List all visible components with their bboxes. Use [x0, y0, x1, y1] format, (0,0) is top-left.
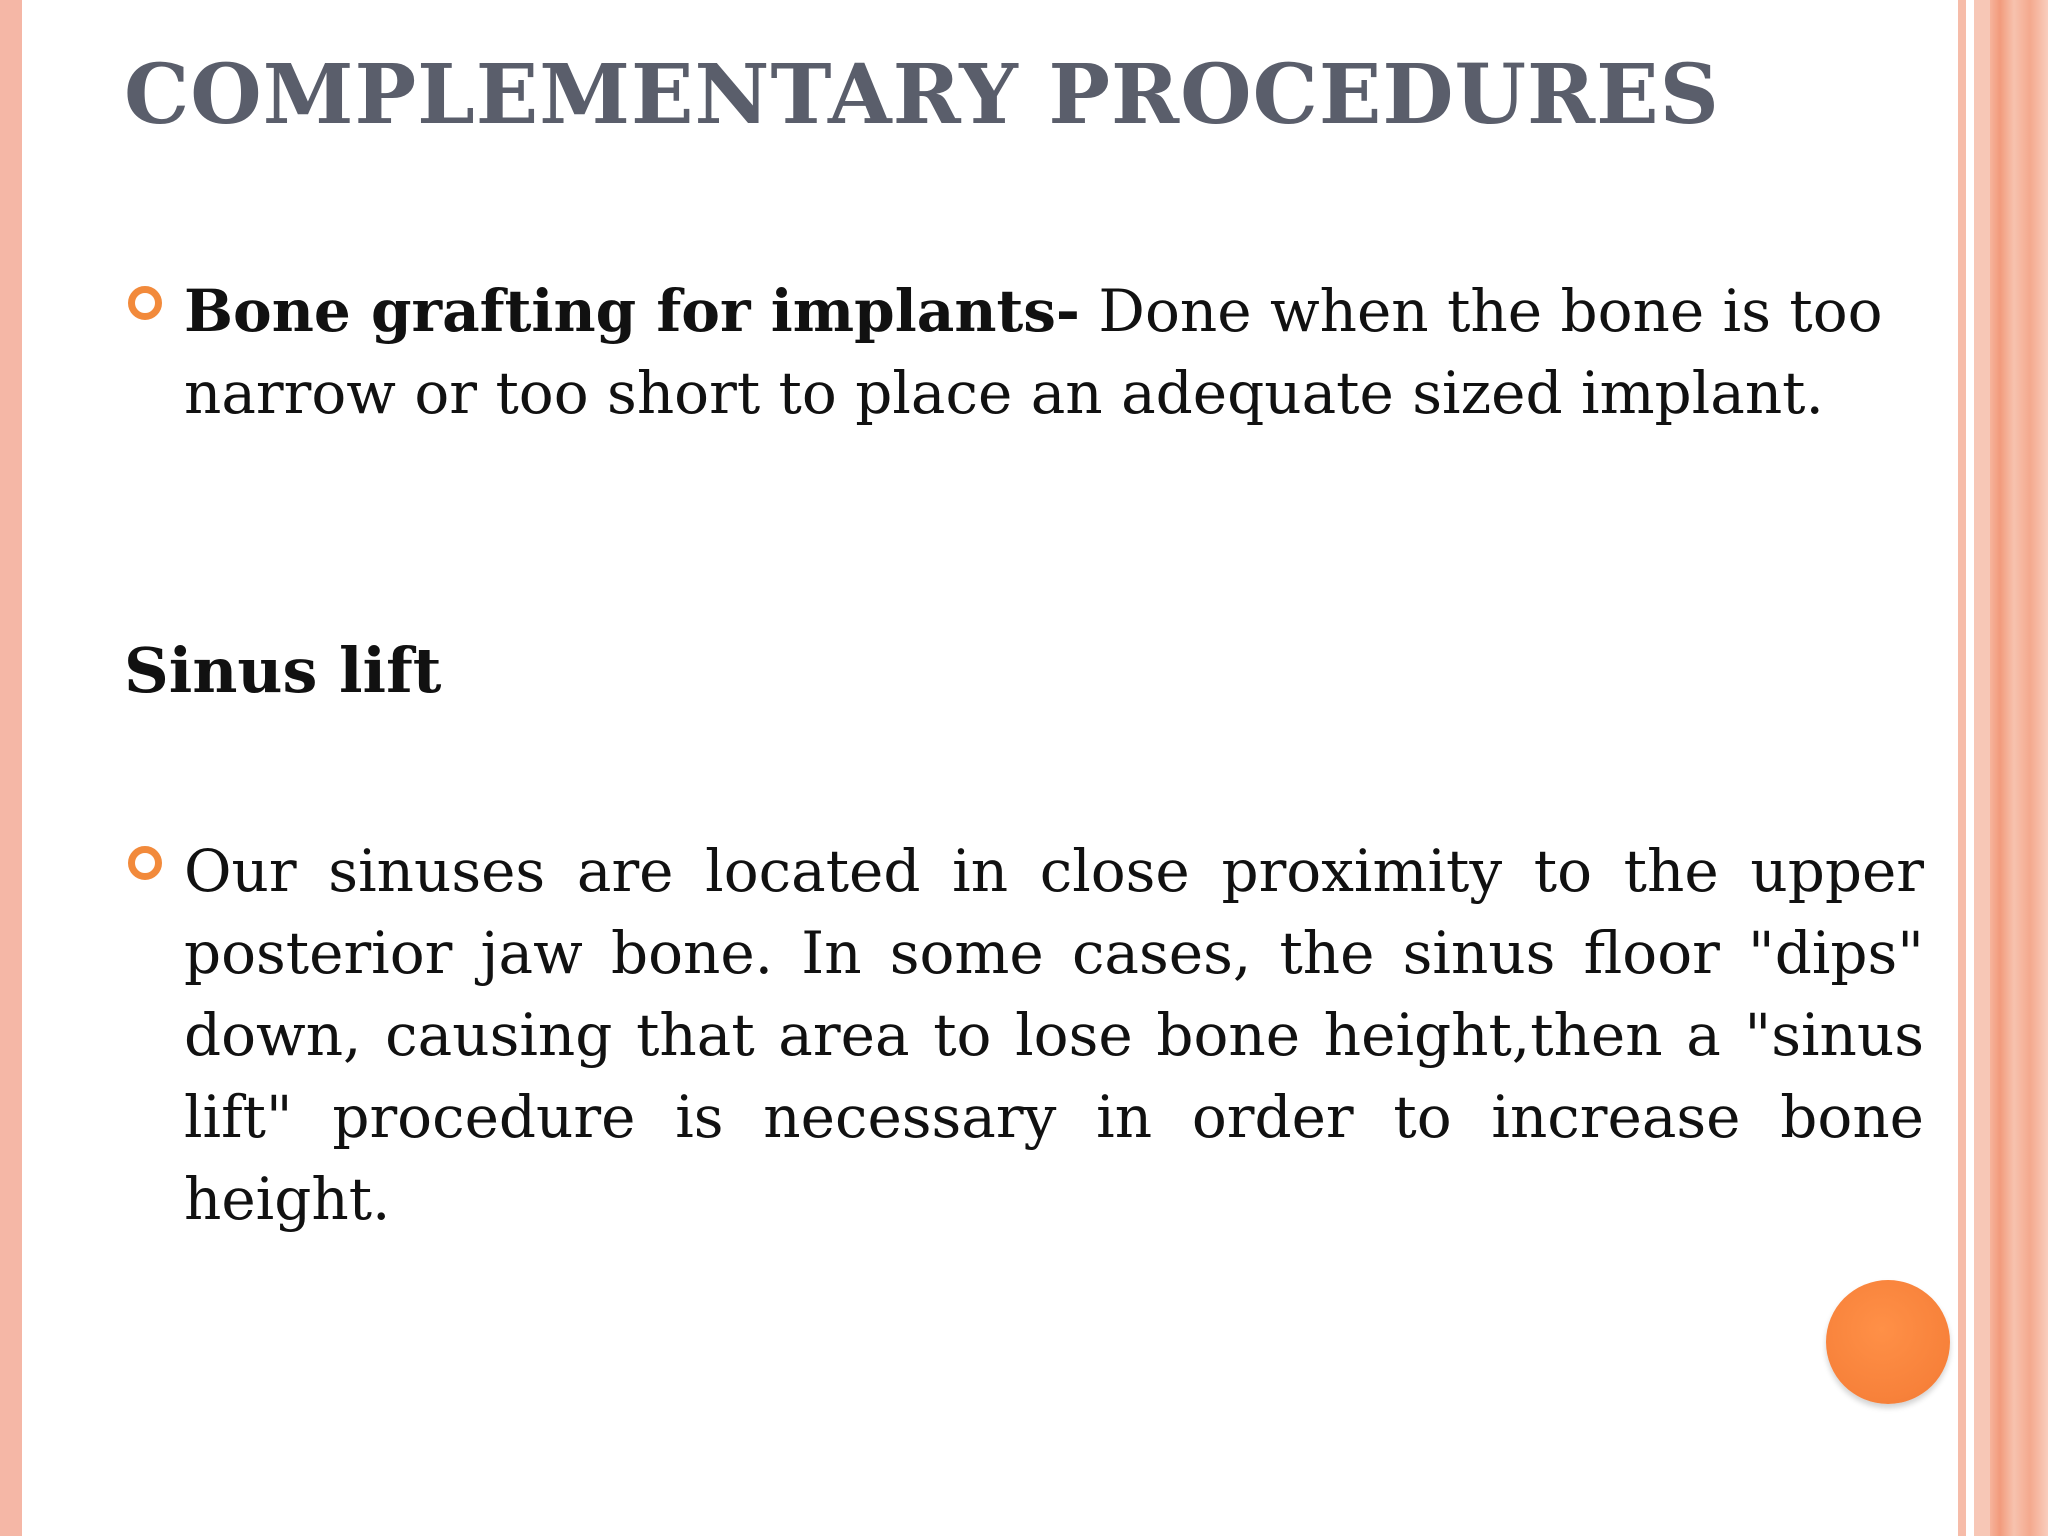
bullet-text: Our sinuses are located in close proximity to the upper posterior jaw bone. In some cases, the sinus floor "dips" down, causing that area to lose bone height,then a "sinus lift" procedure is necessary in order to increase bone height.	[184, 837, 1924, 1233]
right-decorative-stripe-1	[1958, 0, 1966, 1536]
orange-circle-icon	[1826, 1280, 1950, 1404]
bullet-lead: Bone grafting for implants-	[184, 277, 1080, 345]
bullet-text: Done when the bone is too narrow or too short to place an adequate sized implant.	[184, 277, 1883, 427]
bullet-bone-grafting	[184, 270, 1924, 434]
slide-title: COMPLEMENTARY PROCEDURES	[124, 47, 1720, 143]
left-decorative-stripe	[0, 0, 22, 1536]
subheading-sinus-lift: Sinus lift	[124, 634, 442, 707]
bullet-sinus-description	[184, 830, 1924, 1240]
ring-bullet-icon	[128, 846, 162, 880]
right-decorative-stripe-2	[1974, 0, 1990, 1536]
right-decorative-stripe-3	[1990, 0, 2048, 1536]
ring-bullet-icon	[128, 286, 162, 320]
